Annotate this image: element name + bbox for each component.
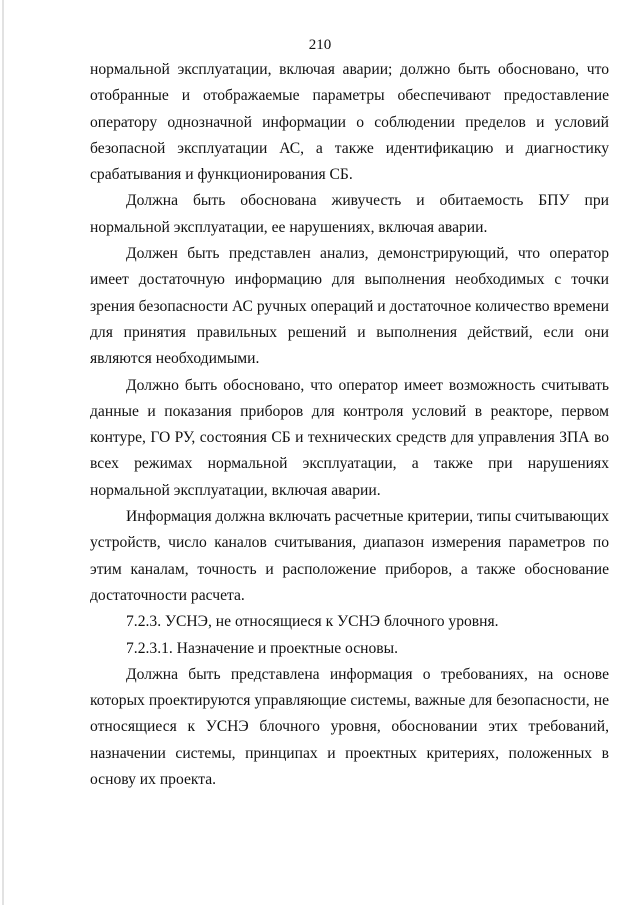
document-body [90,57,609,793]
paragraph-operator-readings: Должно быть обосновано, что оператор имеет возможность считывать данные и показания приборов для контроля условий в реакторе, первом контуре, ГО РУ, состояния СБ и технических средств для управления ЗПА во всех режимах нормальной эксплуатации, а также при нарушениях нормальной эксплуатации, включая аварии. [90,376,609,499]
paragraph-information-criteria: Информация должна включать расчетные критерии, типы считывающих устройств, число каналов считывания, диапазон измерения параметров по этим каналам, точность и расположение приборов, а также обоснование достаточности расчета. [90,508,609,604]
page-edge-shadow [2,0,4,905]
paragraph-bpu-survivability: Должна быть обоснована живучесть и обитаемость БПУ при нормальной эксплуатации, ее нарушениях, включая аварии. [90,192,609,236]
paragraph-operator-analysis: Должен быть представлен анализ, демонстрирующий, что оператор имеет достаточную информацию для выполнения необходимых с точки зрения безопасности АС ручных операций и достаточное количество времени для принятия правильных решений и выполнения действий, если они являются необходимыми. [90,245,609,368]
section-heading-7-2-3-1: 7.2.3.1. Назначение и проектные основы. [126,639,399,657]
paragraph-requirements: Должна быть представлена информация о требованиях, на основе которых проектируются управляющие системы, важные для безопасности, не относящиеся к УСНЭ блочного уровня, обосновании этих требований, назначении системы, принципах и проектных критериях, положенных в основу их проекта. [90,665,609,789]
page-number: 210 [308,37,332,53]
paragraph-continuation: нормальной эксплуатации, включая аварии; должно быть обосновано, что отобранные и отображаемые параметры обеспечивают предоставление оператору однозначной информации о соблюдении пределов и условий безопасной эксплуатации АС, а также идентификацию и диагностику срабатывания и функционирования СБ. [90,61,609,184]
section-heading-7-2-3: 7.2.3. УСНЭ, не относящиеся к УСНЭ блочного уровня. [126,613,499,631]
